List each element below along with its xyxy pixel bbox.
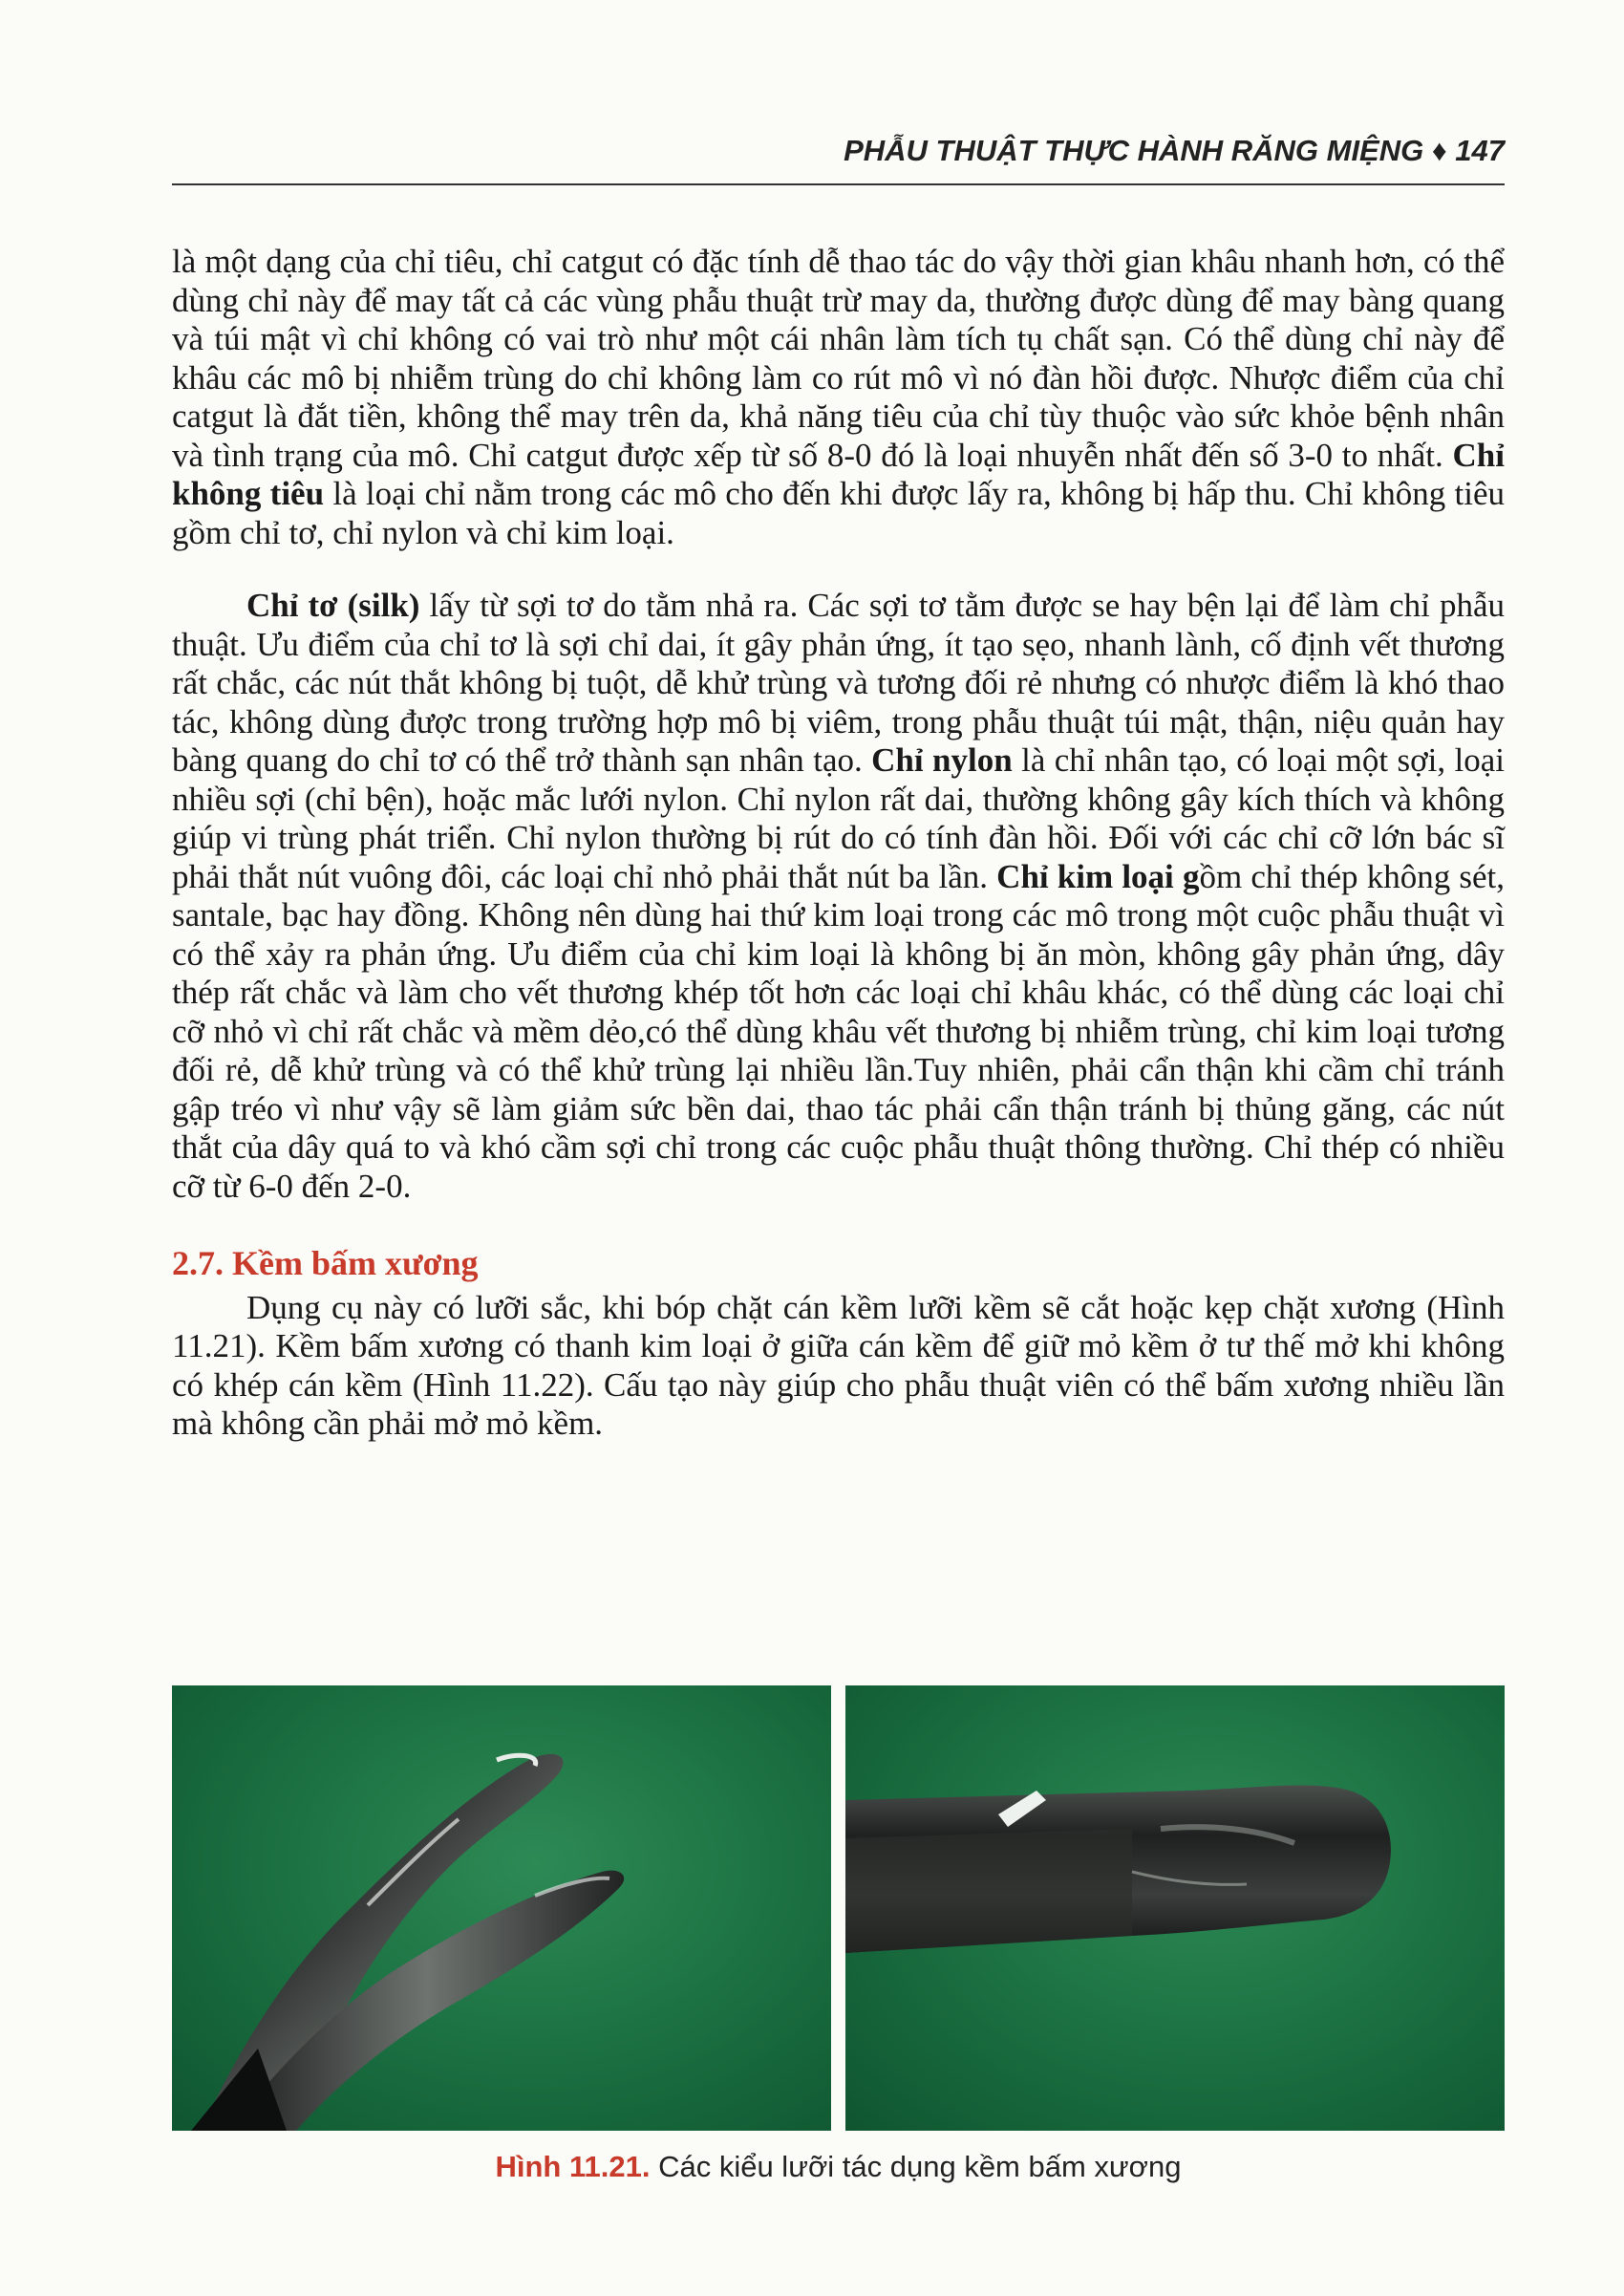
paragraph-silk: Chỉ tơ (silk) lấy từ sợi tơ do tằm nhả ra. Các sợi tơ tằm được se hay bện lại để làm chỉ phẫu thuật. Ưu điểm của chỉ tơ là sợi chỉ dai, ít gây phản ứng, ít tạo sẹo, nhanh lành, cố định vết thương rất chắc, các nút thắt không bị tuột, dễ khử trùng và tương đối rẻ nhưng có nhược điểm là khó thao tác, không dùng được trong trường hợp mô bị viêm, trong phẫu thuật túi mật, thận, niệu quản hay bàng quang do chỉ tơ có thể trở thành sạn nhân tạo. Chỉ nylon là chỉ nhân tạo, có loại một sợi, loại nhiều sợi (chỉ bện), hoặc mắc lưới nylon. Chỉ nylon rất dai, thường không gây kích thích và không giúp vi trùng phát triển. Chỉ nylon thường bị rút do có tính đàn hồi. Đối với các chỉ cỡ lớn bác sĩ phải thắt nút vuông đôi, các loại chỉ nhỏ phải thắt nút ba lần. Chỉ kim loại gồm chỉ thép không sét, santale, bạc hay đồng. Không nên dùng hai thứ kim loại trong các mô trong một cuộc phẫu thuật vì có thể xảy ra phản ứng. Ưu điểm của chỉ kim loại là không bị ăn mòn, không gây phản ứng, dây thép rất chắc và làm cho vết thương khép tốt hơn các loại chỉ khâu khác, có thể dùng các loại chỉ cỡ nhỏ vì chỉ rất chắc và mềm dẻo,có thể dùng khâu vết thương bị nhiễm trùng, chỉ kim loại tương đối rẻ, dễ khử trùng và có thể khử trùng lại nhiều lần.Tuy nhiên, phải cẩn thận khi cầm chỉ tránh gập tréo vì như vậy sẽ làm giảm sức bền dai, thao tác phải cẩn thận tránh bị thủng găng, các nút thắt của dây quá to và khó cầm sợi chỉ trong các cuộc phẫu thuật thông thường. Chỉ thép có nhiều cỡ từ 6-0 đến 2-0.: [172, 587, 1506, 1205]
term-non-absorbable: Chỉ không tiêu: [172, 436, 1505, 512]
rongeur-open-jaw-illustration: [172, 1685, 831, 2131]
rongeur-closed-jaw-illustration: [845, 1685, 1505, 2131]
section-heading: 2.7. Kềm bấm xương: [172, 1244, 479, 1282]
figure-caption-text: Các kiểu lưỡi tác dụng kềm bấm xương: [650, 2150, 1182, 2183]
figure-caption: [172, 2150, 1505, 2184]
paragraph-catgut: là một dạng của chỉ tiêu, chỉ catgut có đặc tính dễ thao tác do vậy thời gian khâu nhanh hơn, có thể dùng chỉ này để may tất cả các vùng phẫu thuật trừ may da, thường được dùng để may bàng quang và túi mật vì chỉ không có vai trò như một cái nhân làm tích tụ chất sạn. Có thể dùng chỉ này để khâu các mô bị nhiễm trùng do chỉ không làm co rút mô vì nó đàn hồi được. Nhược điểm của chỉ catgut là đắt tiền, không thể may trên da, khả năng tiêu của chỉ tùy thuộc vào sức khỏe bệnh nhân và tình trạng của mô. Chỉ catgut được xếp từ số 8-0 đó là loại nhuyễn nhất đến số 3-0 to nhất. Chỉ không tiêu là loại chỉ nằm trong các mô cho đến khi được lấy ra, không bị hấp thu. Chỉ không tiêu gồm chỉ tơ, chỉ nylon và chỉ kim loại.: [172, 243, 1505, 551]
term-silk: Chỉ tơ (silk): [246, 587, 420, 624]
section-paragraph: Dụng cụ này có lưỡi sắc, khi bóp chặt cán kềm lưỡi kềm sẽ cắt hoặc kẹp chặt xương (Hình 11.21). Kềm bấm xương có thanh kim loại ở giữa cán kềm để giữ mỏ kềm ở tư thế mở khi không có khép cán kềm (Hình 11.22). Cấu tạo này giúp cho phẫu thuật viên có thể bấm xương nhiều lần mà không cần phải mở mỏ kềm.: [172, 1288, 1505, 1442]
bone-rongeur-photo-right: [845, 1685, 1505, 2131]
running-header: PHẪU THUẬT THỰC HÀNH RĂNG MIỆNG ♦ 147: [844, 134, 1505, 167]
figure-label: Hình 11.21.: [495, 2150, 651, 2183]
term-metal: Chỉ kim loại g: [996, 857, 1200, 895]
term-nylon: Chỉ nylon: [871, 741, 1013, 779]
figure-photos: [172, 1685, 1505, 2131]
bone-rongeur-photo-left: [172, 1685, 831, 2131]
page-body: [172, 243, 1505, 1444]
header-rule: [172, 183, 1505, 185]
